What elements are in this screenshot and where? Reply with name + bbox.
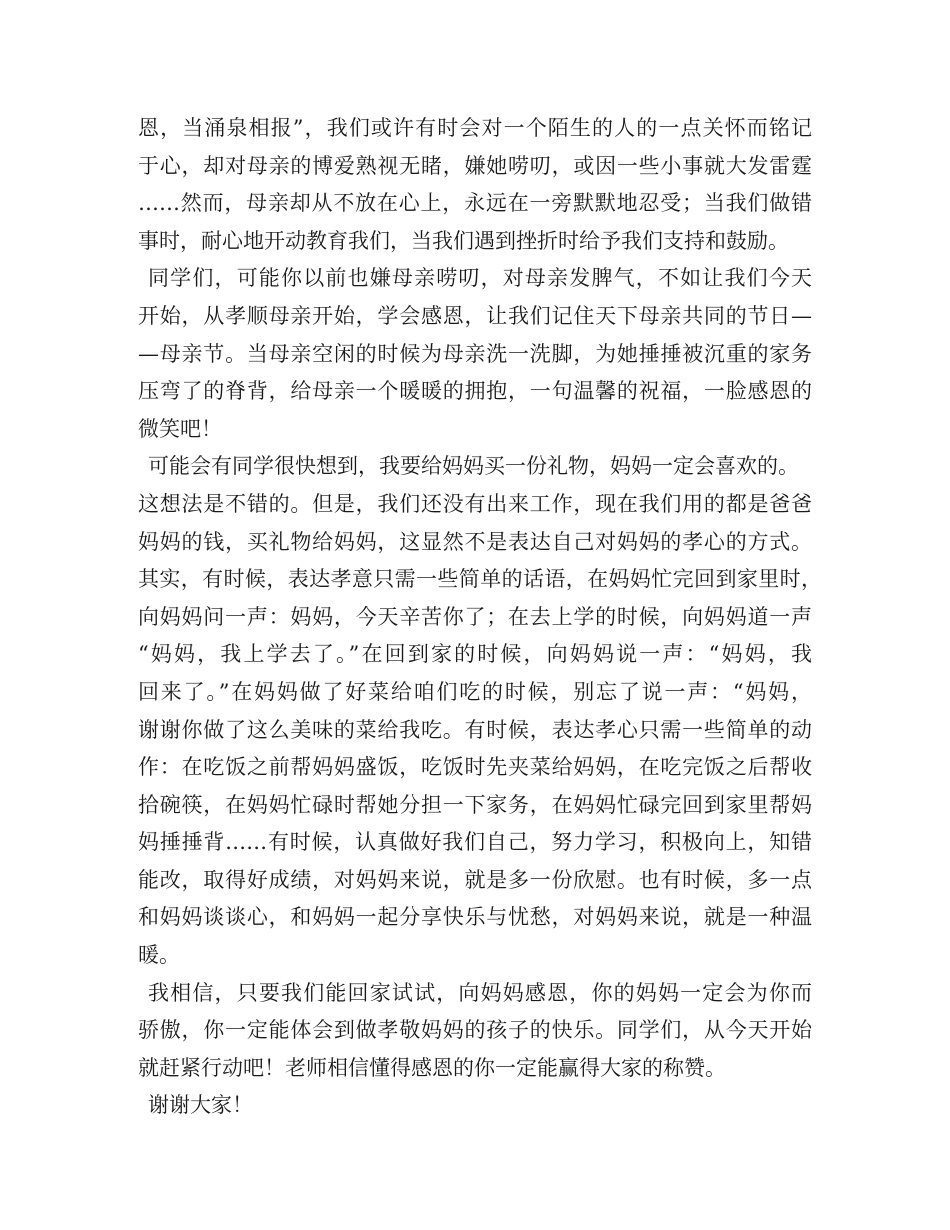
text-line: 骄傲，你一定能体会到做孝敬妈妈的孩子的快乐。同学们，从今天开始 (138, 1018, 812, 1043)
text-line: 谢谢大家！ (148, 1093, 253, 1118)
text-line: 可能会有同学很快想到，我要给妈妈买一份礼物，妈妈一定会喜欢的。 (148, 454, 799, 479)
text-line: 作：在吃饭之前帮妈妈盛饭，吃饭时先夹菜给妈妈，在吃完饭之后帮收 (138, 755, 812, 780)
text-line: 拾碗筷，在妈妈忙碌时帮她分担一下家务，在妈妈忙碌完回到家里帮妈 (138, 792, 812, 817)
text-line: 妈妈的钱，买礼物给妈妈，这显然不是表达自己对妈妈的孝心的方式。 (138, 529, 812, 554)
text-line: 压弯了的脊背，给母亲一个暖暖的拥抱，一句温馨的祝福，一脸感恩的 (138, 379, 812, 404)
text-line: 事时，耐心地开动教育我们，当我们遇到挫折时给予我们支持和鼓励。 (138, 228, 789, 253)
document-body (138, 110, 838, 1125)
text-line: “妈妈，我上学去了。”在回到家的时候，向妈妈说一声：“妈妈，我 (138, 642, 812, 667)
text-line: 于心，却对母亲的博爱熟视无睹，嫌她唠叨，或因一些小事就大发雷霆 (138, 153, 812, 178)
text-line: 我相信，只要我们能回家试试，向妈妈感恩，你的妈妈一定会为你而 (148, 980, 812, 1005)
text-line: 微笑吧！ (138, 416, 222, 441)
text-line: 暖。 (138, 943, 180, 968)
text-line: 和妈妈谈谈心，和妈妈一起分享快乐与忧愁，对妈妈来说，就是一种温 (138, 905, 812, 930)
text-line: 回来了。”在妈妈做了好菜给咱们吃的时候，别忘了说一声：“妈妈， (138, 679, 812, 704)
text-line: 这想法是不错的。但是，我们还没有出来工作，现在我们用的都是爸爸 (138, 491, 812, 516)
text-line: 妈捶捶背……有时候，认真做好我们自己，努力学习，积极向上，知错 (138, 830, 812, 855)
text-line: —母亲节。当母亲空闲的时候为母亲洗一洗脚，为她捶捶被沉重的家务 (138, 341, 812, 366)
text-line: 向妈妈问一声：妈妈，今天辛苦你了；在去上学的时候，向妈妈道一声 (138, 604, 812, 629)
text-line: 开始，从孝顺母亲开始，学会感恩，让我们记住天下母亲共同的节日— (138, 303, 812, 328)
text-line: ……然而，母亲却从不放在心上，永远在一旁默默地忍受；当我们做错 (138, 191, 812, 216)
text-line: 其实，有时候，表达孝意只需一些简单的话语，在妈妈忙完回到家里时， (138, 567, 822, 592)
text-line: 恩，当涌泉相报”，我们或许有时会对一个陌生的人的一点关怀而铭记 (138, 116, 812, 140)
text-line: 就赶紧行动吧！老师相信懂得感恩的你一定能赢得大家的称赞。 (138, 1055, 726, 1080)
text-line: 能改，取得好成绩，对妈妈来说，就是多一份欣慰。也有时候，多一点 (138, 867, 812, 892)
text-line: 同学们，可能你以前也嫌母亲唠叨，对母亲发脾气，不如让我们今天 (148, 266, 812, 291)
text-line: 谢谢你做了这么美味的菜给我吃。有时候，表达孝心只需一些简单的动 (138, 717, 812, 742)
